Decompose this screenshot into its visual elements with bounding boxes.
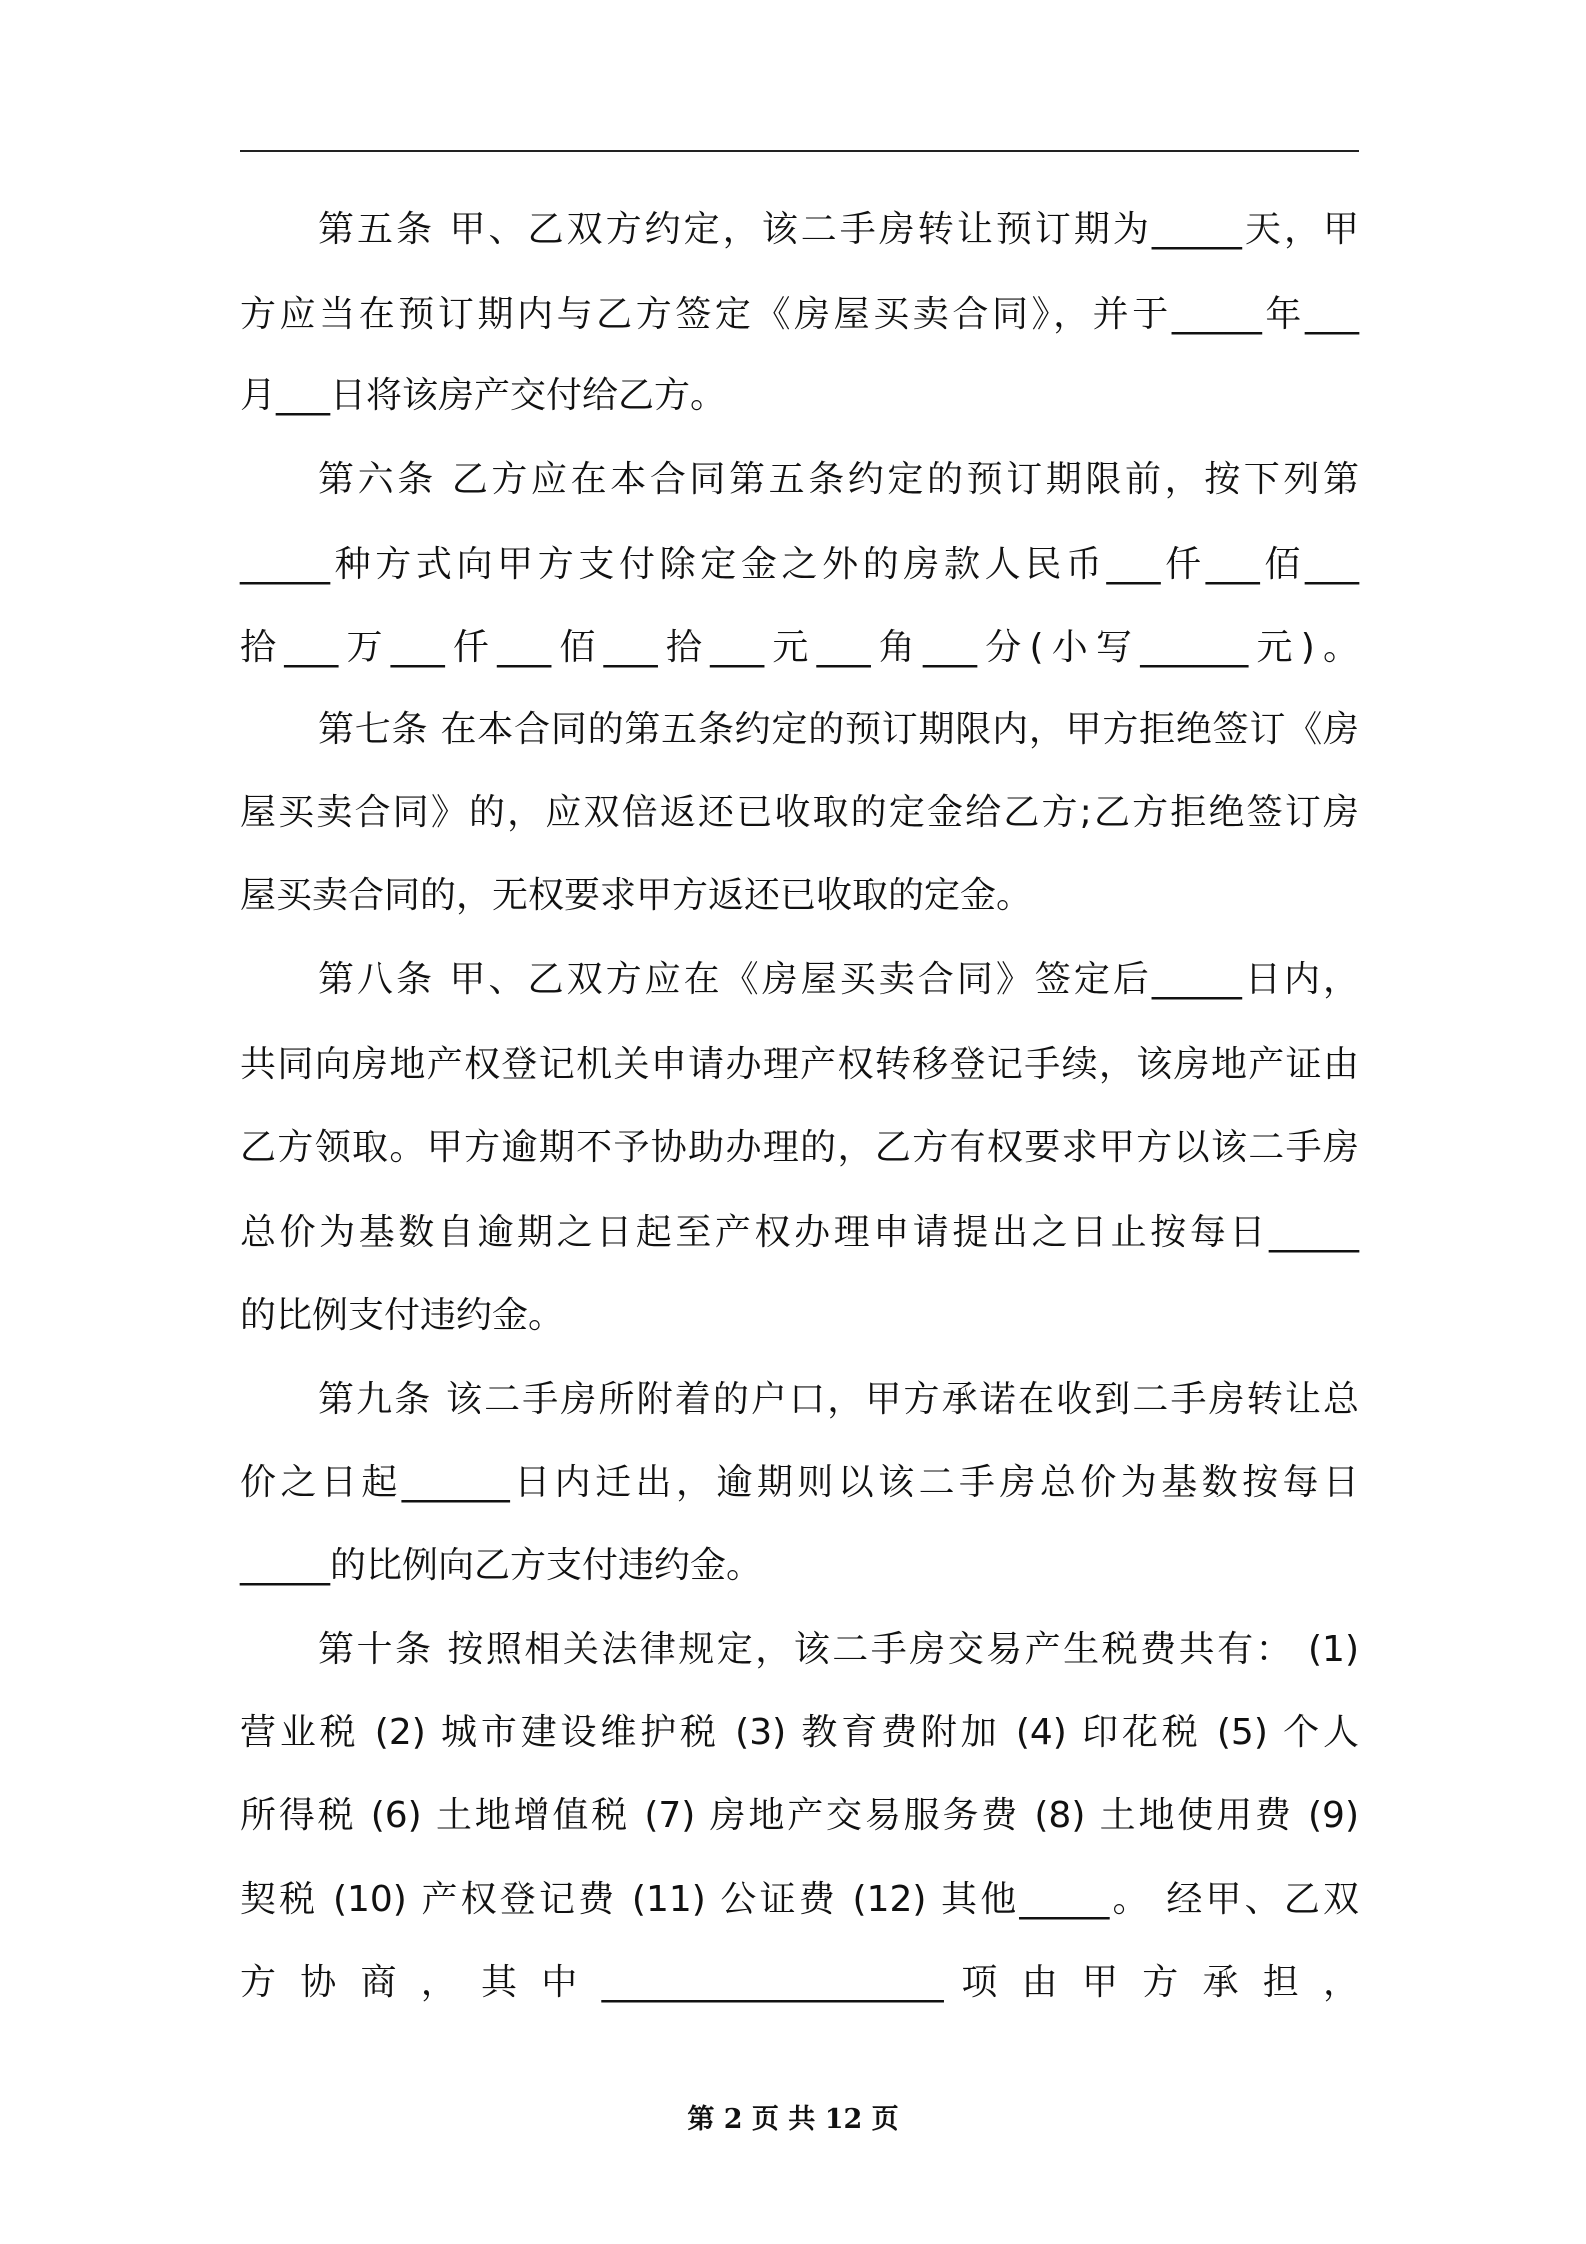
text-line: 所得税 (6) 土地增值税 (7) 房地产交易服务费 (8) 土地使用费 (9) [240,1795,1359,1836]
text-line: 契税 (10) 产权登记费 (11) 公证费 (12) 其他_____。 经甲、乙双 [240,1879,1359,1920]
text-line: 共同向房地产权登记机关申请办理产权转移登记手续，该房地产证由 [240,1044,1359,1085]
text-line: 营业税 (2) 城市建设维护税 (3) 教育费附加 (4) 印花税 (5) 个人 [240,1712,1359,1753]
text-line: 拾___万___仟___佰___拾___元___角___分(小写______元)。 [240,627,1359,668]
page-number-footer: 第 2 页 共 12 页 [687,2104,899,2135]
text-line: 的比例支付违约金。 [240,1295,565,1336]
text-line: 月___日将该房产交付给乙方。 [240,375,727,416]
text-line: 价之日起______日内迁出，逾期则以该二手房总价为基数按每日 [240,1462,1359,1503]
text-line: 第七条 在本合同的第五条约定的预订期限内，甲方拒绝签订《房 [318,709,1359,750]
text-line: 方应当在预订期内与乙方签定《房屋买卖合同》，并于_____年___ [240,294,1359,335]
text-line: 第九条 该二手房所附着的户口，甲方承诺在收到二手房转让总 [318,1379,1359,1420]
text-line: 总价为基数自逾期之日起至产权办理申请提出之日止按每日_____ [240,1212,1359,1253]
text-line: 乙方领取。甲方逾期不予协助办理的，乙方有权要求甲方以该二手房 [240,1127,1359,1168]
header-rule [240,150,1359,152]
text-line: 第八条 甲、乙双方应在《房屋买卖合同》签定后_____日内， [318,959,1359,1000]
text-line: 第五条 甲、乙双方约定，该二手房转让预订期为_____天，甲 [318,209,1359,250]
text-line: 第十条 按照相关法律规定，该二手房交易产生税费共有： (1) [318,1629,1359,1670]
text-line: _____种方式向甲方支付除定金之外的房款人民币___仟___佰___ [240,544,1359,585]
text-line: 屋买卖合同》的，应双倍返还已收取的定金给乙方;乙方拒绝签订房 [240,792,1359,833]
text-line: 屋买卖合同的，无权要求甲方返还已收取的定金。 [240,875,1033,916]
text-line: _____的比例向乙方支付违约金。 [240,1545,763,1586]
text-line: 方 协 商 ， 其 中 ___________________ 项 由 甲 方 承 担 ， [240,1962,1359,2003]
text-line: 第六条 乙方应在本合同第五条约定的预订期限前，按下列第 [318,459,1359,500]
